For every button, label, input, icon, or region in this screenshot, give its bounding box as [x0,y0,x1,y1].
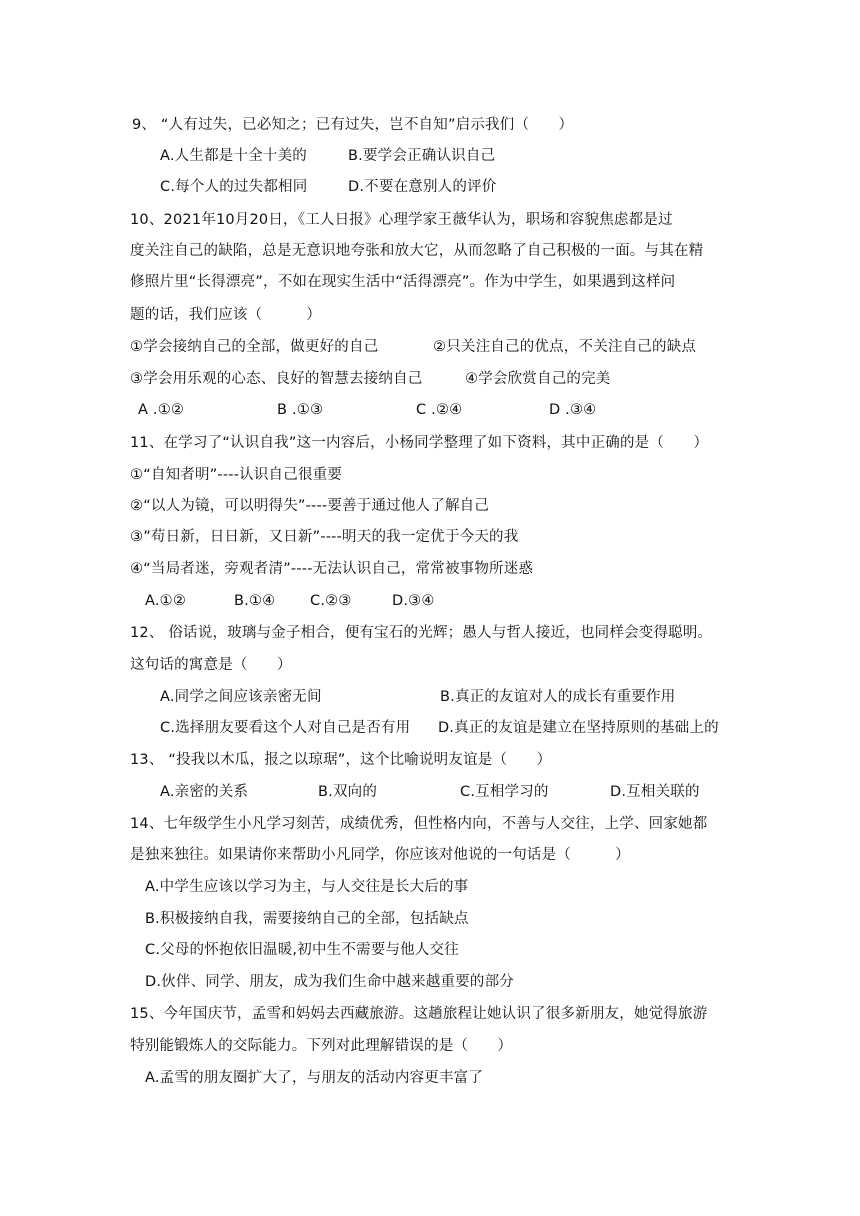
q9-option-d: D.不要在意别人的评价 [348,179,497,195]
q11-item-3: ③”苟日新，日日新，又日新”----明天的我一定优于今天的我 [130,529,519,545]
q12-option-b: B.真正的友谊对人的成长有重要作用 [440,689,676,705]
q9-option-c: C.每个人的过失都相同 [160,179,308,195]
q12-stem-line-1: 12、 俗话说，玻璃与金子相合，便有宝石的光辉；愚人与哲人接近，也同样会变得聪明。 [130,625,713,641]
q14-option-a: A.中学生应该以学习为主，与人交往是长大后的事 [145,879,469,895]
q12-option-c: C.选择朋友要看这个人对自己是否有用 [160,720,411,736]
q10-option-d: D .③④ [549,402,597,418]
q10-option-a: A .①② [138,402,185,418]
q14-option-d: D.伙伴、同学、朋友，成为我们生命中越来越重要的部分 [145,974,514,990]
q15-stem-line-1: 15、今年国庆节，孟雪和妈妈去西藏旅游。这趟旅程让她认识了很多新朋友，她觉得旅游 [130,1006,708,1022]
q12-option-d: D.真正的友谊是建立在坚持原则的基础上的 [438,720,719,736]
q9-option-a: A.人生都是十全十美的 [160,148,307,164]
q15-stem-line-2: 特别能锻炼人的交际能力。下列对此理解错误的是（ ） [130,1038,513,1054]
q11-option-a: A.①② [145,593,187,609]
q14-stem-line-2: 是独来独往。如果请你来帮助小凡同学，你应该对他说的一句话是（ ） [130,847,630,863]
q9-option-b: B.要学会正确认识自己 [348,148,496,164]
q12-option-a: A.同学之间应该亲密无间 [160,689,322,705]
q10-item-1: ①学会接纳自己的全部，做更好的自己 [130,339,379,355]
q14-option-c: C.父母的怀抱依旧温暖,初中生不需要与他人交往 [145,942,459,958]
q11-stem: 11、在学习了“认识自我”这一内容后，小杨同学整理了如下资料，其中正确的是（ ） [130,435,709,451]
q10-stem-line-3: 修照片里“长得漂亮”，不如在现实生活中“活得漂亮”。作为中学生，如果遇到这样问 [130,274,676,290]
q14-stem-line-1: 14、七年级学生小凡学习刻苦，成绩优秀，但性格内向，不善与人交往，上学、回家她都 [130,816,708,832]
q13-option-c: C.互相学习的 [460,784,549,800]
q10-option-b: B .①③ [277,402,324,418]
q9-stem: 9、 “人有过失，已必知之；已有过失，岂不自知”启示我们（ ） [132,117,574,133]
q10-stem-line-4: 题的话，我们应该（ ） [130,307,322,323]
q10-item-3: ③学会用乐观的心态、良好的智慧去接纳自己 [130,371,423,387]
q13-option-a: A.亲密的关系 [160,784,249,800]
q11-item-2: ②“以人为镜，可以明得失”----要善于通过他人了解自己 [130,498,490,514]
q10-option-c: C .②④ [416,402,463,418]
q11-item-4: ④“当局者迷，旁观者清”----无法认识自己，常常被事物所迷惑 [130,561,534,577]
q15-option-a: A.孟雪的朋友圈扩大了，与朋友的活动内容更丰富了 [145,1070,484,1086]
q14-option-b: B.积极接纳自我，需要接纳自己的全部，包括缺点 [145,911,469,927]
q11-option-c: C.②③ [310,593,352,609]
q11-option-b: B.①④ [234,593,276,609]
q10-stem-line-1: 10、2021年10月20日，《工人日报》心理学家王薇华认为，职场和容貌焦虑都是过 [130,212,673,228]
q13-option-d: D.互相关联的 [610,784,700,800]
q11-item-1: ①“自知者明”----认识自己很重要 [130,467,343,483]
q13-option-b: B.双向的 [318,784,378,800]
q11-option-d: D.③④ [392,593,435,609]
q13-stem: 13、 “投我以木瓜，报之以琼琚”，这个比喻说明友谊是（ ） [130,752,552,768]
q10-item-4: ④学会欣赏自己的完美 [465,371,611,387]
q10-item-2: ②只关注自己的优点，不关注自己的缺点 [433,339,697,355]
q12-stem-line-2: 这句话的寓意是（ ） [130,657,292,673]
q10-stem-line-2: 度关注自己的缺陷，总是无意识地夸张和放大它，从而忽略了自己积极的一面。与其在精 [130,243,704,259]
